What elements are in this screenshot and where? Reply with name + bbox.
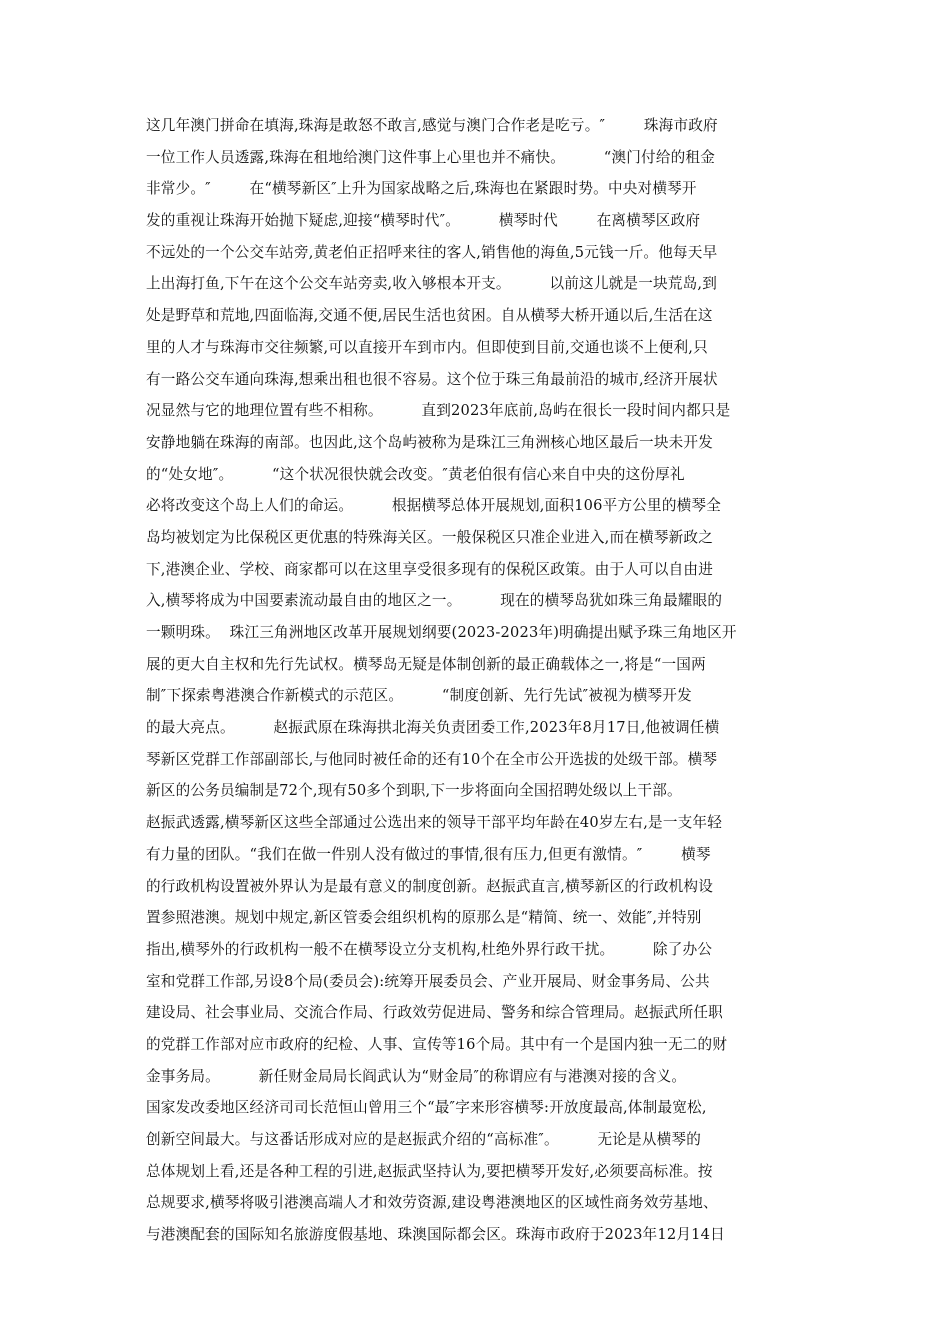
text-line: 指出,横琴外的行政机构一般不在横琴设立分支机构,杜绝外界行政干扰。 除了办公: [146, 940, 713, 958]
text-line: 琴新区党群工作部副部长,与他同时被任命的还有10个在全市公开选拔的处级干部。横琴: [146, 750, 718, 768]
text-line: 必将改变这个岛上人们的命运。 根据横琴总体开展规划,面积106平方公里的横琴全: [146, 497, 721, 515]
text-line: 这几年澳门拼命在填海,珠海是敢怒不敢言,感觉与澳门合作老是吃亏。″ 珠海市政府: [146, 117, 718, 134]
text-line: 的最大亮点。 赵振武原在珠海拱北海关负责团委工作,2023年8月17日,他被调任横: [146, 719, 720, 737]
text-line: 创新空间最大。与这番话形成对应的是赵振武介绍的“高标准″。 无论是从横琴的: [146, 1131, 702, 1148]
text-line: 的党群工作部对应市政府的纪检、人事、宣传等16个局。其中有一个是国内独一无二的财: [146, 1035, 728, 1053]
text-line: 安静地躺在珠海的南部。也因此,这个岛屿被称为是珠江三角洲核心地区最后一块未开发: [146, 433, 714, 451]
text-line: 金事务局。 新任财金局局长阎武认为“财金局″的称谓应有与港澳对接的含义。: [146, 1067, 687, 1085]
text-line: 展的更大自主权和先行先试权。横琴岛无疑是体制创新的最正确载体之一,将是“一国两: [146, 655, 706, 673]
text-line: 况显然与它的地理位置有些不相称。 直到2023年底前,岛屿在很长一段时间内都只是: [146, 402, 731, 420]
text-line: 与港澳配套的国际知名旅游度假基地、珠澳国际都会区。珠海市政府于2023年12月14日: [146, 1226, 725, 1244]
text-line: 总规要求,横琴将吸引港澳高端人才和效劳资源,建设粤港澳地区的区域性商务效劳基地、: [146, 1194, 718, 1212]
text-line: 建设局、社会事业局、交流合作局、行政效劳促进局、警务和综合管理局。赵振武所任职: [146, 1004, 723, 1022]
text-line: 非常少。″ 在“横琴新区″上升为国家战略之后,珠海也在紧跟时势。中央对横琴开: [146, 180, 697, 198]
text-line: 新区的公务员编制是72个,现有50多个到职,下一步将面向全国招聘处级以上干部。: [146, 782, 682, 800]
text-line: 上出海打鱼,下午在这个公交车站旁卖,收入够根本开支。 以前这儿就是一块荒岛,到: [146, 275, 718, 293]
text-line: 岛均被划定为比保税区更优惠的特殊海关区。一般保税区只准企业进入,而在横琴新政之: [146, 528, 714, 546]
text-line: 有力量的团队。“我们在做一件别人没有做过的事情,很有压力,但更有激情。″ 横琴: [146, 845, 711, 863]
text-line: 不远处的一个公交车站旁,黄老伯正招呼来往的客人,销售他的海鱼,5元钱一斤。他每天早: [146, 243, 718, 261]
text-line: 室和党群工作部,另设8个局(委员会):统筹开展委员会、产业开展局、财金事务局、公共: [146, 972, 710, 990]
text-line: 有一路公交车通向珠海,想乘出租也很不容易。这个位于珠三角最前沿的城市,经济开展状: [146, 370, 718, 388]
text-line: 发的重视让珠海开始抛下疑虑,迎接“横琴时代″。 横琴时代 在离横琴区政府: [146, 212, 701, 230]
text-line: 入,横琴将成为中国要素流动最自由的地区之一。 现在的横琴岛犹如珠三角最耀眼的: [146, 592, 723, 610]
document-body: [146, 110, 810, 1251]
text-line: 总体规划上看,还是各种工程的引进,赵振武坚持认为,要把横琴开发好,必须要高标准。按: [146, 1162, 713, 1180]
text-line: 的“处女地″。 “这个状况很快就会改变。″黄老伯很有信心来自中央的这份厚礼: [146, 465, 685, 483]
text-line: 赵振武透露,横琴新区这些全部通过公选出来的领导干部平均年龄在40岁左右,是一支年轻: [146, 814, 723, 832]
text-line: 里的人才与珠海市交往频繁,可以直接开车到市内。但即使到目前,交通也谈不上便利,只: [146, 338, 708, 356]
text-line: 置参照港澳。规划中规定,新区管委会组织机构的原那么是“精简、统一、效能″,并特别: [146, 909, 702, 927]
text-line: 一颗明珠。 珠江三角洲地区改革开展规划纲要(2023-2023年)明确提出赋予珠三角地区开: [146, 624, 737, 641]
text-line: 的行政机构设置被外界认为是最有意义的制度创新。赵振武直言,横琴新区的行政机构设: [146, 877, 714, 895]
text-line: 下,港澳企业、学校、商家都可以在这里享受很多现有的保税区政策。由于人可以自由进: [146, 560, 714, 578]
text-line: 制″下探索粤港澳合作新模式的示范区。 “制度创新、先行先试″被视为横琴开发: [146, 687, 692, 705]
text-line: 国家发改委地区经济司司长范恒山曾用三个“最″字来形容横琴:开放度最高,体制最宽松,: [146, 1099, 707, 1117]
text-line: 处是野草和荒地,四面临海,交通不便,居民生活也贫困。自从横琴大桥开通以后,生活在这: [146, 307, 713, 325]
text-line: 一位工作人员透露,珠海在租地给澳门这件事上心里也并不痛快。 “澳门付给的租金: [146, 148, 715, 166]
